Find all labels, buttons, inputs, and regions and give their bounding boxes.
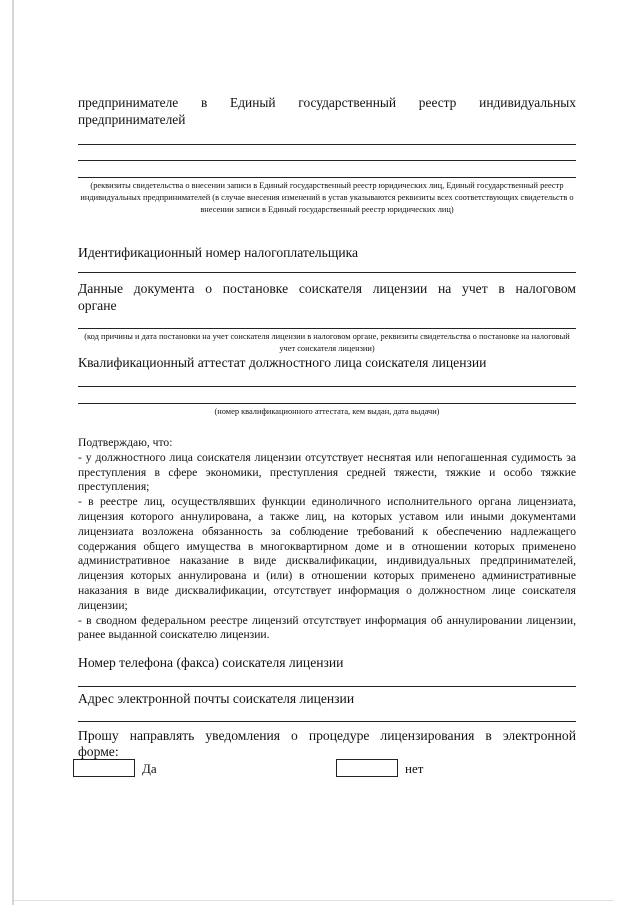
email-label: Адрес электронной почты соискателя лицензии [78, 691, 355, 706]
page-edge-bottom [14, 900, 614, 901]
electronic-request-line1: Прошу направлять уведомления о процедуре лицензирования в электронной [78, 728, 576, 743]
page-edge-left [12, 0, 14, 905]
tax-registration-label-line2: органе [78, 298, 117, 313]
fill-line [78, 160, 576, 161]
qualification-fill-line[interactable] [78, 386, 576, 387]
qualification-fill-line[interactable] [78, 403, 576, 404]
tax-registration-fill-line[interactable] [78, 328, 576, 329]
tax-registration-label-line1: Данные документа о постановке соискателя лицензии на учет в налоговом [78, 281, 576, 296]
confirmation-item-3: - в сводном федеральном реестре лицензий отсутствует информация об аннулировании лицензии, ранее выданной соискателю лицензии. [78, 613, 576, 642]
yes-label: Да [142, 761, 157, 776]
confirmation-item-1: - у должностного лица соискателя лицензии отсутствует неснятая или непогашенная судимость за преступления в сфере экономики, преступления средней тяжести, тяжкие и особо тяжкие преступления; [78, 450, 576, 494]
fill-line [78, 177, 576, 178]
registry-note: (реквизиты свидетельства о внесении записи в Единый государственный реестр юридических лиц, Единый государственный реестр индивидуальных предпринимателей (в случае внесения изменений в устав указываются реквизиты всех соответствующих свидетельств о внесении записи в Единый государственный реестр юридических лиц) [80, 181, 574, 214]
email-fill-line[interactable] [78, 721, 576, 722]
qualification-label: Квалификационный аттестат должностного лица соискателя лицензии [78, 355, 487, 370]
phone-fill-line[interactable] [78, 686, 576, 687]
electronic-request-line2: форме: [78, 744, 119, 759]
tax-registration-note: (код причины и дата постановки на учет соискателя лицензии в налоговом органе, реквизиты свидетельства о постановке на налоговый учет соискателя лицензии) [84, 332, 570, 353]
no-label: нет [405, 761, 424, 776]
fill-line [78, 144, 576, 145]
header-fragment-line2: предпринимателей [78, 112, 186, 127]
confirmation-intro: Подтверждаю, что: [78, 436, 173, 449]
confirmation-item-2: - в реестре лиц, осуществлявших функции единоличного исполнительного органа лицензиата, лицензия которого аннулирована, а также лиц, на которых уставом или иными документами лицензиата возложена обязанность за соблюдение требований к обеспечению надлежащего содержания общего имущества в многоквартирном доме и в отношении которых применено административное наказание в виде дисквалификации, индивидуальных предпринимателей, лицензия которых аннулирована и (или) в отношении которых применено административные наказания в виде дисквалификации, отсутствует информация о должностном лице соискателя лицензии; [78, 495, 576, 612]
qualification-note: (номер квалификационного аттестата, кем выдан, дата выдачи) [214, 407, 440, 416]
confirmation-block [78, 436, 576, 643]
no-checkbox[interactable] [336, 759, 398, 777]
header-fragment-line1: предпринимателе в Единый государственный реестр индивидуальных [78, 95, 576, 110]
phone-label: Номер телефона (факса) соискателя лицензии [78, 655, 344, 670]
inn-fill-line[interactable] [78, 272, 576, 273]
inn-label: Идентификационный номер налогоплательщика [78, 245, 359, 260]
yes-checkbox[interactable] [73, 759, 135, 777]
